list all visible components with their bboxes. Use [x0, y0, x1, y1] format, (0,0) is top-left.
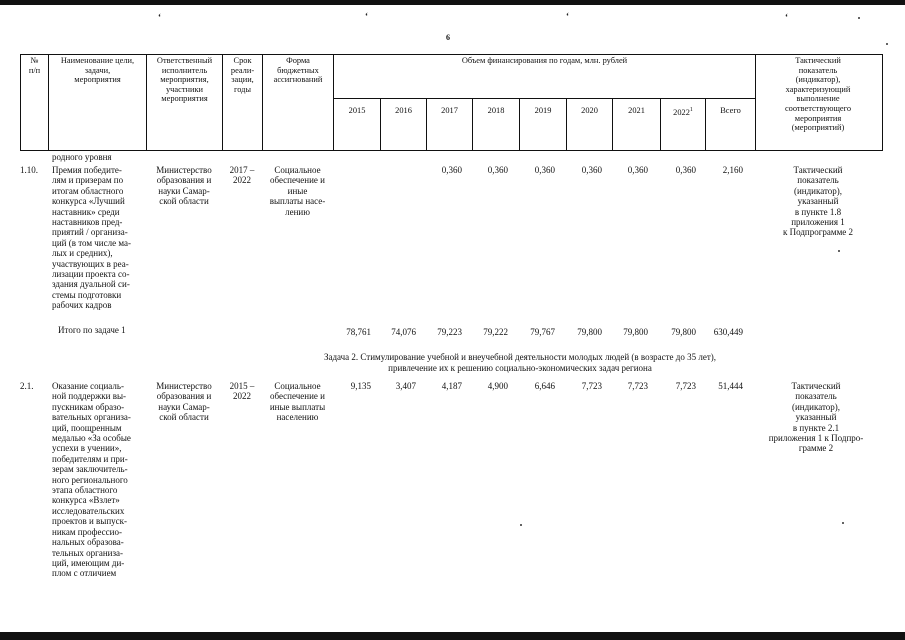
total-value-2016: 74,076: [391, 327, 416, 337]
total-value-2020: 79,800: [577, 327, 602, 337]
task-2-heading-continued: привлечение их к решению социально-экономических задач региона: [388, 363, 652, 373]
header-number: № п/п: [28, 56, 41, 75]
row-term: 2017 – 2022: [229, 165, 255, 186]
header-total: Всего: [720, 106, 741, 115]
total-value-all: 630,449: [713, 327, 743, 337]
row-form: Социальное обеспечение и иные выплаты населению: [269, 381, 326, 423]
row-number: 1.10.: [20, 165, 38, 175]
header-term: Срок реали- зации, годы: [230, 56, 255, 94]
footnote-marker: 1: [689, 107, 693, 113]
header-form: Форма бюджетных ассигнований: [273, 56, 323, 85]
value-2022: 7,723: [675, 381, 696, 391]
value-2015: 9,135: [350, 381, 371, 391]
value-2017: 4,187: [441, 381, 462, 391]
value-total: 2,160: [722, 165, 743, 175]
total-value-2017: 79,223: [437, 327, 462, 337]
total-value-2019: 79,767: [530, 327, 555, 337]
value-2022: 0,360: [675, 165, 696, 175]
header-indicator: Тактический показатель (индикатор), характеризующий выполнение соответствующего мероприятия (мероприятий): [784, 56, 852, 133]
header-year-2019: 2019: [534, 106, 552, 115]
page-number: 6: [446, 33, 450, 42]
scan-mark: ʻ: [365, 11, 368, 21]
task-2-heading: Задача 2. Стимулирование учебной и внеучебной деятельности молодых людей (в возрасте до 35 лет),: [323, 352, 717, 362]
carry-over-text: родного уровня: [52, 152, 112, 162]
row-form: Социальное обеспечение и иные выплаты насе- лению: [269, 165, 326, 217]
scan-speck: [838, 250, 840, 252]
scan-speck: [520, 524, 522, 526]
value-2021: 0,360: [627, 165, 648, 175]
header-financing: Объем финансирования по годам, млн. рублей: [461, 56, 628, 65]
value-total: 51,444: [718, 381, 743, 391]
total-value-2015: 78,761: [346, 327, 371, 337]
scan-mark: ʻ: [785, 12, 788, 22]
header-year-2018: 2018: [487, 106, 505, 115]
row-number: 2.1.: [20, 381, 34, 391]
bottom-scan-border: [0, 632, 905, 640]
value-2021: 7,723: [627, 381, 648, 391]
value-2020: 7,723: [581, 381, 602, 391]
top-scan-border: [0, 0, 905, 5]
row-name: Оказание социаль- ной поддержки вы- пускникам образо- вательных организа- ций, поощренным медалью «За особые успехи в учении», победителям и при- зерам заключитель- ного регионального этапа областного конкурса «Взлет» исследовательских проектов и выпуск- никам профессио- нальных образова- тельных организа- ций, имеющим ди- плом с отличием: [52, 381, 131, 579]
header-executor: Ответственный исполнитель мероприятия, участники мероприятия: [156, 56, 213, 104]
year-2022-label: 2022: [673, 107, 690, 117]
value-2016: 3,407: [395, 381, 416, 391]
scan-speck: [842, 522, 844, 524]
total-value-2022: 79,800: [671, 327, 696, 337]
row-name: Премия победите- лям и призерам по итогам областного конкурса «Лучший наставник» среди наставников пред- приятий / организа- ций (в том числе ма- лых и средних), участвующих в реа- лизации проекта со- здания дуальной си- стемы подготовки рабочих кадров: [52, 165, 131, 311]
scan-speck: [858, 17, 860, 19]
value-2019: 6,646: [534, 381, 555, 391]
header-year-2020: 2020: [581, 106, 598, 115]
row-indicator: Тактический показатель (индикатор), указанный в пункте 2.1 приложения 1 к Подпро- грамме 2: [768, 381, 864, 454]
row-term: 2015 – 2022: [229, 381, 255, 402]
total-value-2018: 79,222: [483, 327, 508, 337]
value-2018: 0,360: [487, 165, 508, 175]
column-divider: [333, 54, 334, 150]
scan-mark: ʻ: [566, 11, 569, 21]
value-2020: 0,360: [581, 165, 602, 175]
row-executor: Министерство образования и науки Самар- ской области: [156, 165, 212, 207]
header-year-2017: 2017: [441, 106, 458, 115]
total-task-1-label: Итого по задаче 1: [58, 325, 126, 335]
header-year-2021: 2021: [628, 106, 645, 115]
value-2019: 0,360: [534, 165, 555, 175]
row-indicator: Тактический показатель (индикатор), указанный в пункте 1.8 приложения 1 к Подпрограмме 2: [782, 165, 854, 238]
header-year-2016: 2016: [395, 106, 412, 115]
header-name: Наименование цели, задачи, мероприятия: [60, 56, 135, 85]
scan-speck: [886, 43, 888, 45]
value-2018: 4,900: [487, 381, 508, 391]
header-year-2022: [661, 106, 705, 117]
header-year-2015: 2015: [348, 106, 366, 115]
financing-subheader-line: [333, 98, 755, 99]
row-executor: Министерство образования и науки Самар- ской области: [156, 381, 212, 423]
total-value-2021: 79,800: [623, 327, 648, 337]
scan-mark: ʻ: [158, 12, 161, 22]
value-2017: 0,360: [441, 165, 462, 175]
